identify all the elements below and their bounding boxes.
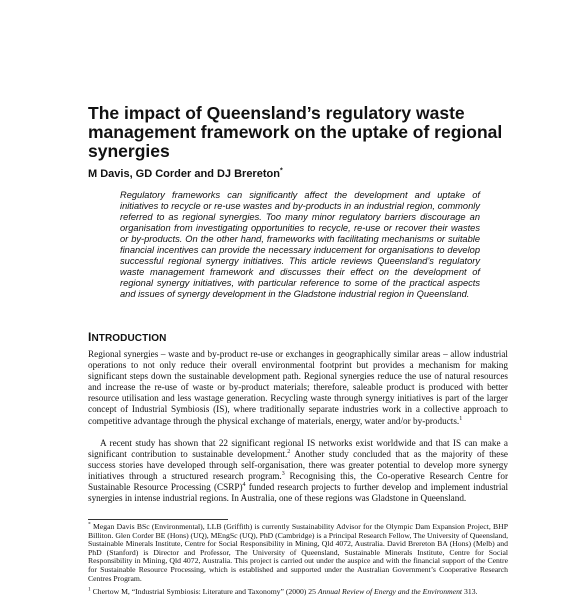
footnote-reference-1 [88,588,508,597]
citation-1: 1 [459,415,463,422]
abstract: Regulatory frameworks can significantly affect the development and uptake of initiatives to recycle or re-use wastes and by-products in an industrial region, commonly referred to as regional synergies. Too many minor regulatory barriers discourage an organisation from investigating opportunities to recycle, re-use or recover their wastes or by-products. On the other hand, frameworks with facilitating mechanisms or suitable financial incentives can provide the necessary inducement for organisations to develop successful regional synergy initiatives. This article reviews Queensland’s regulatory waste management framework and discusses their effect on the development of regional synergy initiatives, with particular reference to some of the practical aspects and issues of synergy development in the Gladstone industrial region in Queensland. [120,190,480,300]
article-title: The impact of Queensland’s regulatory waste management framework on the uptake of regional synergies [88,103,503,161]
section-heading-rest: NTRODUCTION [91,333,167,344]
paragraph-2-part-2: Another study concluded that as the majority of these success stories have developed through self-organisation, there was greater potential to develop more synergy initiatives through a structured research program. [88,449,508,482]
footnote-2-journal: Annual Review of Energy and the Environment [317,587,463,596]
citation-2: 2 [287,449,291,456]
paragraph-1-text: Regional synergies – waste and by-product re-use or exchanges in geographically similar areas – allow industrial operations to not only reduce their overall environmental footprint but provides a mechanism for making significant steps down the sustainable development path. Regional synergies reduce the use of natural resources and increase the re-use of waste or by-product materials; therefore, saleable product is produced with better resource utilisation and less wastage generation. Recycling waste through synergy initiatives is part of the larger concept of Industrial Symbiosis (IS), where traditionally separate industries work in a collective approach to competitive advantage through the physical exchange of materials, energy, water and/or by-products. [88,349,508,426]
section-heading-initial: I [88,330,92,344]
footnote-1-text: Megan Davis BSc (Environmental), LLB (Griffith) is currently Sustainability Advisor for the Olympic Dam Expansion Project, BHP Billiton. Glen Corder BE (Hons) (UQ), MEngSc (UQ), PhD (Cambridge) is a Principal Research Fellow, The University of Queensland, Sustainable Minerals Institute, Centre for Social Responsibility in Mining, Qld 4072, Australia. David Brereton BA (Hons) (Melb) and PhD (Stanford) is Director and Professor, The University of Queensland, Sustainable Minerals Institute, Centre for Social Responsibility in Mining, Qld 4072, Australia. This project is carried out under the auspice and with the financial support of the Centre for Sustainable Resource Processing, which is established and supported under the Australian Government’s Cooperative Research Centres Program. [88,522,508,583]
footnote-2-part-1: Chertow M, “Industrial Symbiosis: Literature and Taxonomy” (2000) 25 [90,587,318,596]
paragraph-2-part-3: Recognising this, the Co-operative Research Centre for Sustainable Resource Processing (CSRP) [88,471,508,493]
footnote-2-marker: 1 [88,586,91,593]
body-paragraph-2 [88,438,508,505]
author-footnote-marker: * [279,167,283,175]
author-names: M Davis, GD Corder and DJ Brereton [88,168,280,180]
footnote-2-part-2: 313. [462,587,478,596]
footnote-author-info [88,523,508,583]
footnote-1-marker: * [88,521,91,528]
citation-4: 4 [242,482,246,489]
body-paragraph-1 [88,349,508,427]
section-heading-introduction [88,330,508,344]
footnote-divider [88,519,228,520]
citation-3: 3 [281,471,285,478]
paragraph-2-part-1: A recent study has shown that 22 significant regional IS networks exist worldwide and that IS can make a significant contribution to sustainable development. [88,438,508,460]
author-line [88,168,508,180]
paragraph-2-part-4: funded research projects to further develop and implement industrial synergies in intense industrial regions. In Australia, one of these regions was Gladstone in Queensland. [88,482,509,504]
